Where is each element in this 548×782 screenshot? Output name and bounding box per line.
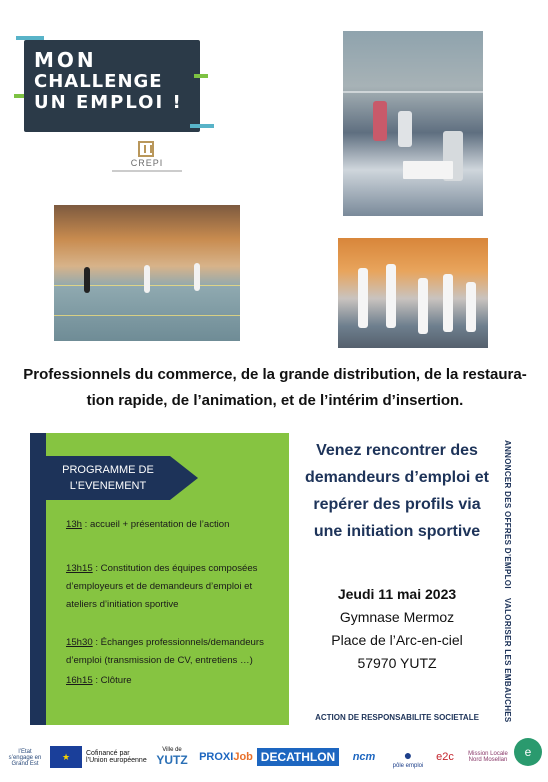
logo-line-2: CHALLENGE <box>34 71 163 92</box>
crepi-tagline-bar <box>112 170 182 172</box>
schedule-time: 13h <box>66 519 83 530</box>
pole-emploi-logo <box>388 740 428 776</box>
programme-label-line-1: PROGRAMME DE <box>62 464 154 476</box>
crepi-logo-text: CREPI <box>130 158 164 168</box>
schedule-time: 13h15 <box>66 563 93 574</box>
invite-line-3: repérer des profils via <box>313 496 481 513</box>
schedule-text: : accueil + présentation de l’action <box>82 519 230 530</box>
eu-flag-icon: ★ <box>50 746 82 768</box>
pole-emploi-icon: ● <box>403 747 413 763</box>
logo-accent <box>190 124 214 128</box>
vertical-tagline-1: ANNONCER DES OFFRES D’EMPLOI <box>503 440 512 589</box>
event-city: 57970 YUTZ <box>357 655 437 671</box>
decathlon-text: DECATHLON <box>257 748 339 766</box>
pole-emploi-text: pôle emploi <box>392 763 424 769</box>
ncm-text: ncm <box>352 751 376 763</box>
eu-text: Cofinancé par l’Union européenne <box>86 750 147 764</box>
headline-line-1: Professionnels du commerce, de la grande distribution, de la restaura- <box>23 366 527 383</box>
yutz-text: YUTZ <box>156 753 188 767</box>
mission-locale-logo <box>464 742 512 772</box>
schedule-text: : Constitution des équipes composées d’employeurs et de demandeurs d’emploi et ateliers d’initiation sportive <box>66 563 258 610</box>
photo-gym-wide <box>54 205 240 341</box>
event-date: Jeudi 11 mai 2023 <box>337 586 457 602</box>
event-venue: Gymnase Mermoz <box>339 609 455 625</box>
headline-line-2: tion rapide, de l’animation, et de l’intérim d’insertion. <box>86 392 464 409</box>
event-details <box>290 583 504 675</box>
vertical-tagline-2: VALORISER LES EMBAUCHES <box>503 598 512 723</box>
schedule-time: 16h15 <box>66 675 93 686</box>
invite-line-2: demandeurs d’emploi et <box>304 469 490 486</box>
ncm-logo <box>344 744 384 770</box>
mission-locale-text: Mission Locale Nord Mosellan <box>468 751 508 763</box>
programme-label <box>46 456 170 500</box>
e2c-logo <box>430 744 460 770</box>
proxijob-logo <box>198 746 254 768</box>
action-label: ACTION DE RESPONSABILITE SOCIETALE <box>315 713 479 722</box>
mon-challenge-logo <box>14 34 214 134</box>
invite-line-1: Venez rencontrer des <box>316 442 478 459</box>
crepi-icon <box>138 141 154 157</box>
schedule-text: : Clôture <box>92 675 132 686</box>
target-audience-headline <box>22 362 528 414</box>
schedule-time: 15h30 <box>66 637 93 648</box>
logo-line-1: MON <box>34 48 97 72</box>
logo-accent <box>194 74 208 78</box>
logo-line-3: UN EMPLOI ! <box>34 92 183 113</box>
schedule-item <box>66 560 280 614</box>
vertical-taglines <box>500 440 514 723</box>
proxi-text: PROXI <box>199 751 234 763</box>
invitation-text <box>290 437 504 545</box>
job-text: Job <box>233 751 253 763</box>
schedule-item <box>66 672 280 690</box>
decathlon-logo <box>258 746 338 768</box>
schedule-item <box>66 634 280 670</box>
ville-yutz-logo <box>150 740 194 774</box>
schedule-item <box>66 516 280 534</box>
etat-engage-text: l’Etat s’engage en Grand Est <box>8 749 42 767</box>
logo-accent <box>14 94 24 98</box>
logo-accent <box>16 36 44 40</box>
eu-logo <box>50 744 150 770</box>
invite-line-4: une initiation sportive <box>313 523 481 540</box>
programme-panel-edge <box>30 433 46 725</box>
photo-gym-group <box>338 238 488 348</box>
partner-icon: e <box>514 738 542 766</box>
photo-meeting-tables <box>343 31 483 216</box>
event-street: Place de l’Arc-en-ciel <box>331 632 463 648</box>
schedule-text: : Échanges professionnels/demandeurs d’emploi (transmission de CV, entretiens …) <box>66 637 264 666</box>
logo-text <box>34 50 183 113</box>
programme-label-line-2: L’EVENEMENT <box>69 480 147 492</box>
e2c-text: e2c <box>436 751 454 763</box>
partner-logos <box>0 734 548 782</box>
etat-engage-logo <box>6 740 44 776</box>
arrow-icon <box>170 456 198 500</box>
ville-text: Ville de <box>162 747 182 753</box>
